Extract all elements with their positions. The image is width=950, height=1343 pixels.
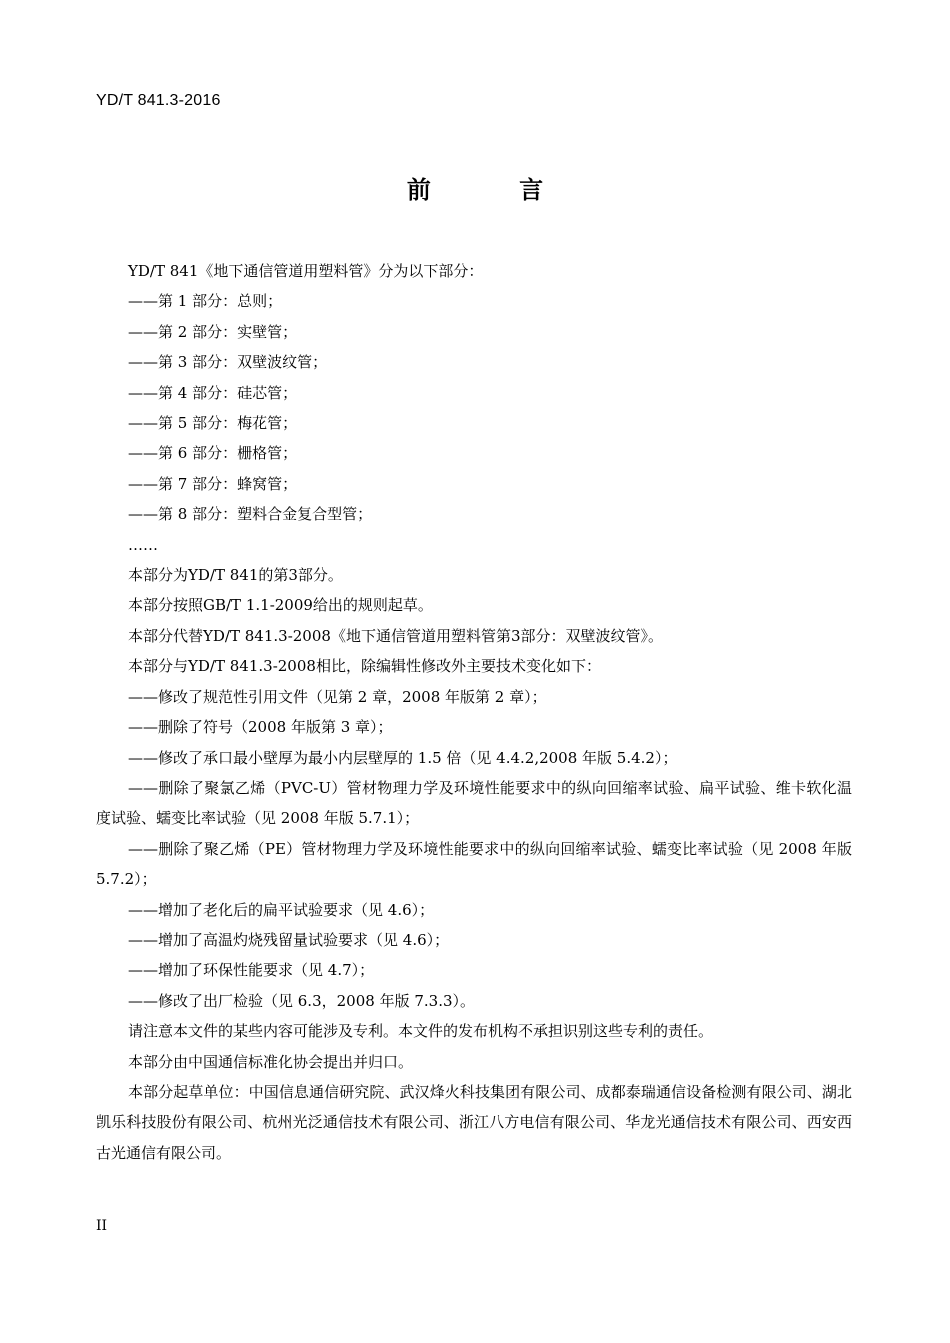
page-number: II — [96, 1218, 108, 1234]
foreword-body — [96, 256, 852, 1168]
drafting-units: 本部分起草单位：中国信息通信研究院、武汉烽火科技集团有限公司、成都泰瑞通信设备检测有限公司、湖北凯乐科技股份有限公司、杭州光泛通信技术有限公司、浙江八方电信有限公司、华龙光通信技术有限公司、西安西古光通信有限公司。 — [96, 1082, 852, 1162]
part-list-item: ——第 6 部分：栅格管； — [128, 444, 298, 463]
change-list-item: ——修改了出厂检验（见 6.3，2008 年版 7.3.3）。 — [128, 991, 476, 1010]
part-list-item: ——第 3 部分：双壁波纹管； — [128, 353, 328, 372]
body-paragraph: 本部分代替YD/T 841.3-2008《地下通信管道用塑料管第3部分：双壁波纹管》。 — [128, 626, 663, 645]
part-list-item: ——第 2 部分：实壁管； — [128, 322, 298, 341]
change-list-item: ——增加了老化后的扁平试验要求（见 4.6）； — [128, 900, 435, 919]
change-list-item: ——增加了高温灼烧残留量试验要求（见 4.6）； — [128, 930, 450, 949]
change-list-item: ——删除了符号（2008 年版第 3 章）； — [128, 718, 393, 737]
change-list-item: ——删除了聚乙烯（PE）管材物理力学及环境性能要求中的纵向回缩率试验、蠕变比率试验（见 2008 年版 5.7.2）； — [96, 839, 852, 889]
part-list-item: ——第 1 部分：总则； — [128, 292, 283, 311]
change-list-item: ——删除了聚氯乙烯（PVC-U）管材物理力学及环境性能要求中的纵向回缩率试验、扁平试验、维卡软化温度试验、蠕变比率试验（见 2008 年版 5.7.1）； — [96, 778, 852, 828]
body-paragraph: 本部分按照GB/T 1.1-2009给出的规则起草。 — [128, 596, 433, 615]
change-list-item: ——增加了环保性能要求（见 4.7）； — [128, 961, 375, 980]
part-list-item: ——第 4 部分：硅芯管； — [128, 383, 298, 402]
body-paragraph: 本部分为YD/T 841的第3部分。 — [128, 566, 343, 585]
part-list-item: ——第 7 部分：蜂窝管； — [128, 474, 298, 493]
intro-paragraph: YD/T 841《地下通信管道用塑料管》分为以下部分： — [128, 262, 484, 280]
change-list-item: ——修改了规范性引用文件（见第 2 章，2008 年版第 2 章）； — [128, 687, 547, 706]
patent-notice: 请注意本文件的某些内容可能涉及专利。本文件的发布机构不承担识别这些专利的责任。 — [128, 1022, 714, 1041]
ellipsis: …… — [128, 535, 158, 554]
body-paragraph: 本部分与YD/T 841.3-2008相比，除编辑性修改外主要技术变化如下： — [128, 657, 601, 676]
part-list-item: ——第 5 部分：梅花管； — [128, 414, 298, 433]
change-list-item: ——修改了承口最小壁厚为最小内层壁厚的 1.5 倍（见 4.4.2,2008 年版 5.4.2）； — [128, 748, 678, 767]
standard-code: YD/T 841.3-2016 — [96, 92, 221, 109]
proposer-statement: 本部分由中国通信标准化协会提出并归口。 — [128, 1052, 414, 1071]
part-list-item: ——第 8 部分：塑料合金复合型管； — [128, 505, 373, 524]
foreword-title: 前 言 — [406, 176, 584, 204]
